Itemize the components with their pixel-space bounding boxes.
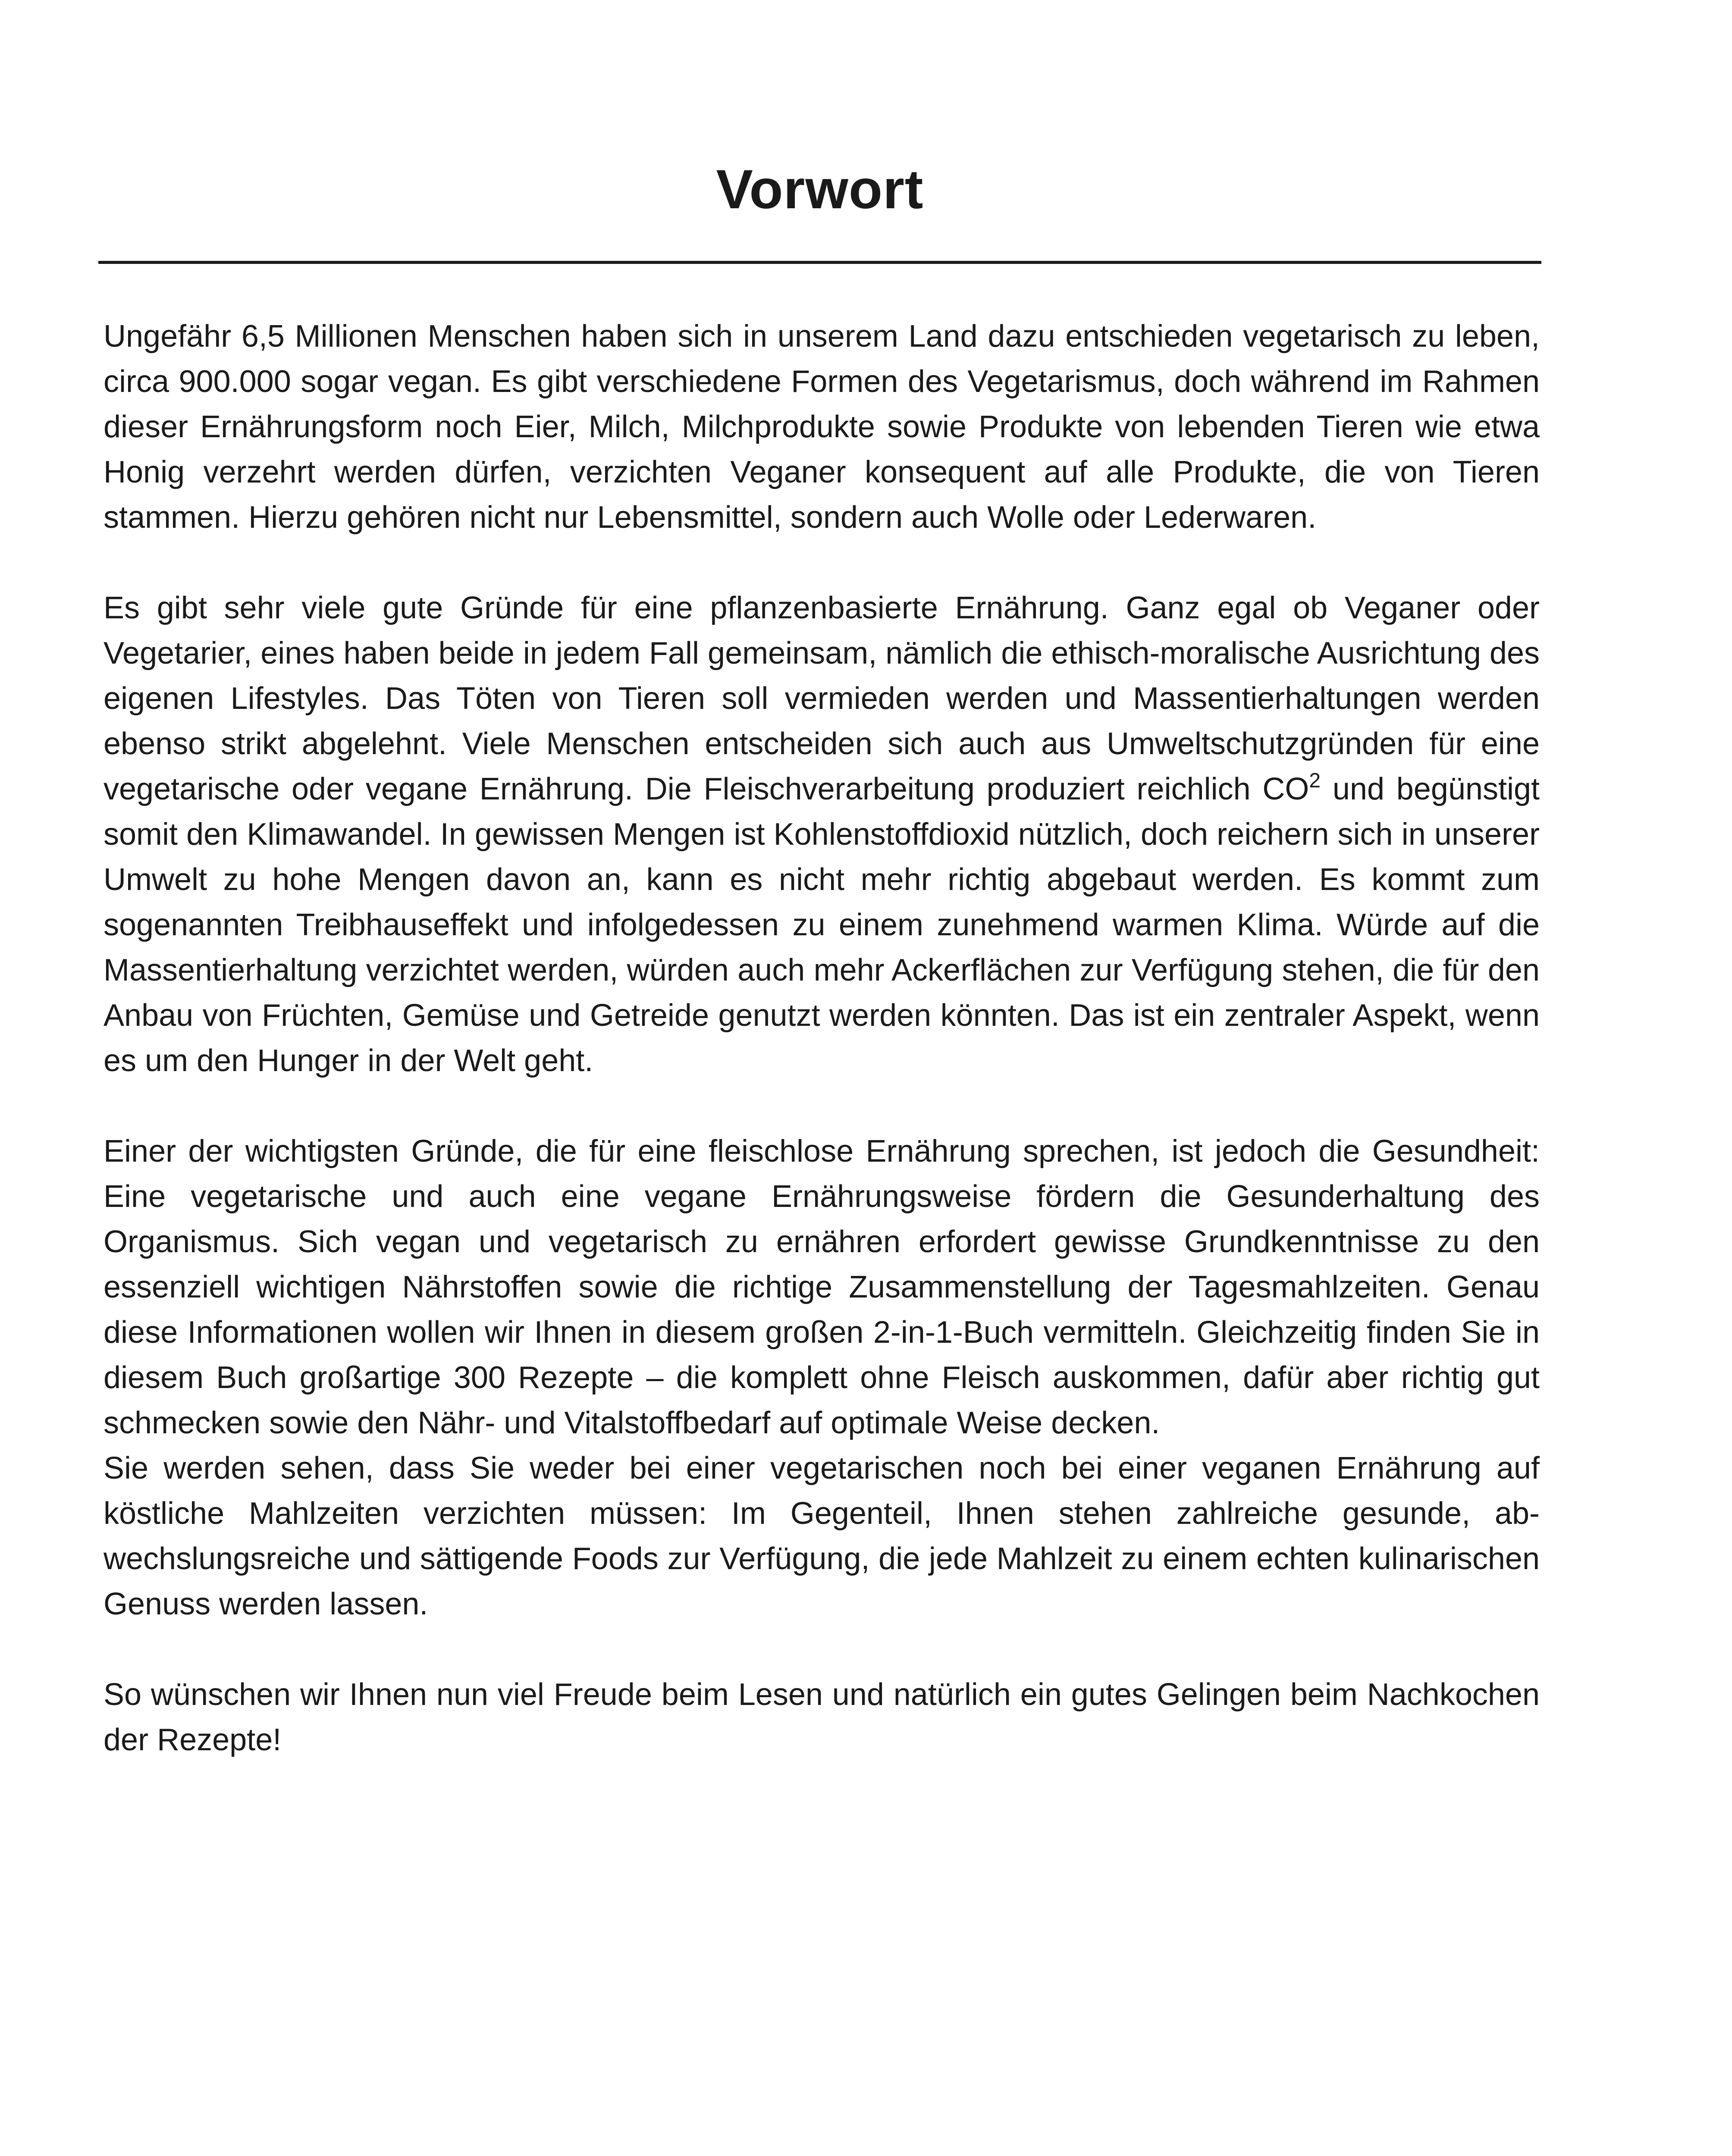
paragraph-2-part-2: und begünstigt somit den Klimawandel. In gewissen Mengen ist Kohlenstoffdioxid nützlich, doch reichern sich in unserer Umwelt zu hohe Mengen davon an, kann es nicht mehr richtig abgebaut werden. Es kommt zum sogenannten Treibhauseffekt und infolgedessen zu einem zunehmend warmen Klima. Würde auf die Massentierhaltung verzichtet werden, würden auch mehr Ackerflächen zur Verfügung stehen, die für den Anbau von Früchten, Gemüse und Getreide genutzt werden könnten. Das ist ein zentraler Aspekt, wenn es um den Hunger in der Welt geht.	[104, 772, 1540, 1078]
co2-superscript: 2	[1309, 769, 1321, 792]
paragraph-3: Einer der wichtigsten Gründe, die für eine fleischlose Ernährung sprechen, ist jedoch die Gesundheit: Eine vegetarische und auch eine vegane Ernährungsweise fördern die Gesunderhaltung des Organismus. Sich vegan und vegetarisch zu ernähren erfordert gewisse Grundkenntnisse zu den essenziell wichtigen Nährstoffen sowie die richtige Zusammenstellung der Tagesmahlzeiten. Genau diese Informationen wollen wir Ihnen in diesem großen 2-in-1-Buch vermitteln. Gleichzeitig finden Sie in diesem Buch großartige 300 Rezepte – die komplett ohne Fleisch auskommen, dafür aber richtig gut schmecken sowie den Nähr- und Vitalstoffbedarf auf optimale Weise decken.	[104, 1134, 1540, 1440]
paragraph-1: Ungefähr 6,5 Millionen Menschen haben sich in unserem Land dazu entschieden vegetarisch zu leben, circa 900.000 sogar vegan. Es gibt verschiedene Formen des Vegetarismus, doch während im Rahmen dieser Ernährungsform noch Eier, Milch, Milchprodukte sowie Produkte von lebenden Tieren wie etwa Honig verzehrt werden dürfen, verzichten Veganer konsequent auf alle Produkte, die von Tieren stammen. Hierzu gehören nicht nur Lebensmittel, sondern auch Wolle oder Lederwaren.	[104, 319, 1540, 535]
page-title: Vorwort	[716, 159, 924, 220]
paragraph-2-part-1: Es gibt sehr viele gute Gründe für eine pflanzenbasierte Ernährung. Ganz egal ob Veganer oder Vegetarier, eines haben beide in jedem Fall gemeinsam, nämlich die ethisch-moralische Ausrichtung des eigenen Lifestyles. Das Töten von Tieren soll vermieden werden und Massentierhaltungen werden ebenso strikt abgelehnt. Viele Menschen entscheiden sich auch aus Umweltschutzgründen für eine vegetarische oder vegane Ernährung. Die Fleischverarbeitung produziert reichlich CO	[104, 591, 1540, 806]
paragraph-4: Sie werden sehen, dass Sie weder bei einer vegetarischen noch bei einer veganen Ernährung auf köstliche Mahlzeiten verzichten müssen: Im Gegenteil, Ihnen stehen zahlreiche gesunde, abwechslungsreiche und sättigende Foods zur Verfügung, die jede Mahlzeit zu einem echten kulinarischen Genuss werden lassen.	[104, 1451, 1540, 1621]
title-divider	[98, 261, 1541, 264]
body-text	[104, 314, 1540, 1808]
paragraph-5: So wünschen wir Ihnen nun viel Freude beim Lesen und natürlich ein gutes Gelingen beim Nachkochen der Rezepte!	[104, 1677, 1540, 1757]
paragraph-2	[104, 586, 1540, 1084]
